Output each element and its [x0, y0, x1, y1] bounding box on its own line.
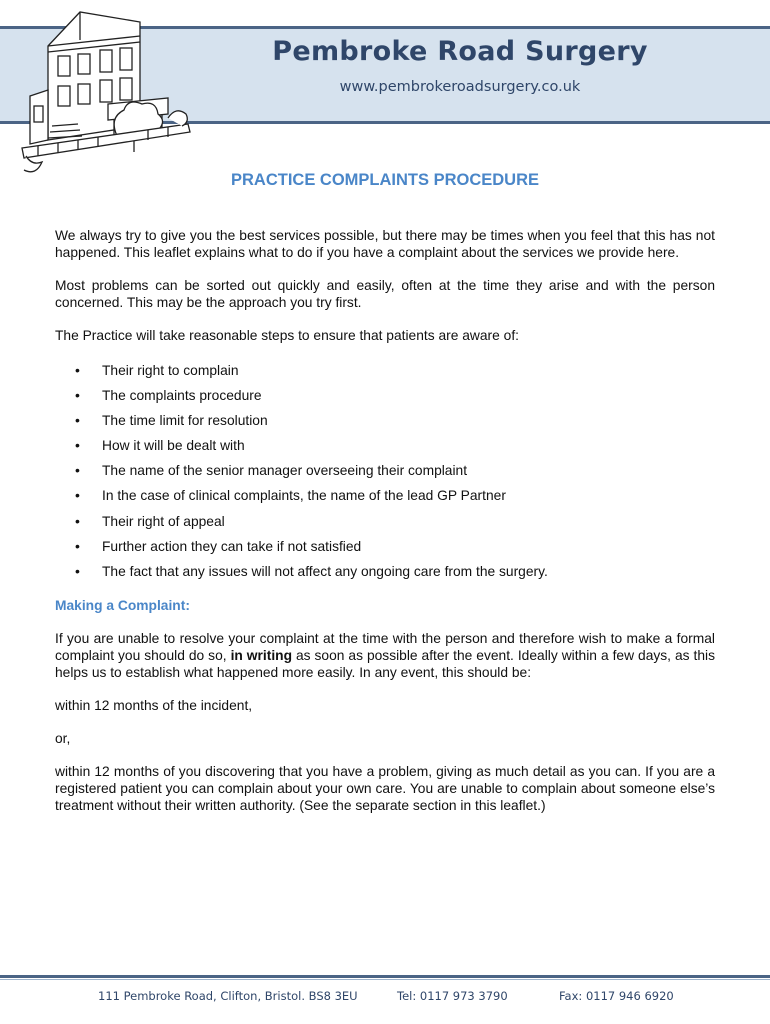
page-title: PRACTICE COMPLAINTS PROCEDURE [230, 171, 539, 189]
intro-paragraph: The Practice will take reasonable steps to ensure that patients are aware of: [55, 328, 519, 343]
intro-paragraph: We always try to give you the best services possible, but there may be times when you feel that this has not happened. This leaflet explains what to do if you have a complaint about the services we provide here. [55, 228, 715, 260]
building-sketch-icon [18, 6, 198, 178]
time-limit-line: within 12 months of the incident, [55, 697, 253, 713]
awareness-list [55, 362, 715, 588]
list-item: • Their right to complain [55, 362, 715, 387]
complaint-paragraph [55, 630, 715, 681]
complaint-text: as soon as possible after the event. Ideally within a few days, as this helps us to establish what happened more easily. In any event, this should be: [55, 647, 715, 680]
or-line: or, [55, 730, 71, 746]
footer-address: 111 Pembroke Road, Clifton, Bristol. BS8 3EU [98, 989, 358, 1003]
section-heading: Making a Complaint: [55, 597, 190, 613]
complaint-paragraph: within 12 months of you discovering that you have a problem, giving as much detail as you can. If you are a registered patient you can complain about your own care. You are unable to complain about someone else’s treatment without their written authority. (See the separate section in this leaflet.) [55, 763, 715, 813]
list-item: • The complaints procedure [55, 387, 715, 412]
list-item: • In the case of clinical complaints, the name of the lead GP Partner [55, 487, 715, 512]
complaint-text: If you are unable to resolve your complaint at the time with the person and therefore wish to make a formal complaint you should do so, [55, 630, 715, 663]
footer-divider [0, 975, 770, 978]
footer-telephone: Tel: 0117 973 3790 [397, 989, 508, 1003]
document-body [55, 227, 715, 814]
site-title: Pembroke Road Surgery [272, 36, 648, 67]
intro-paragraph: Most problems can be sorted out quickly and easily, often at the time they arise and with the person concerned. This may be the approach you try first. [55, 278, 715, 310]
list-item: • The name of the senior manager overseeing their complaint [55, 462, 715, 487]
site-url[interactable]: www.pembrokeroadsurgery.co.uk [339, 79, 581, 95]
list-item: • Their right of appeal [55, 513, 715, 538]
list-item: • The time limit for resolution [55, 412, 715, 437]
list-item: • Further action they can take if not satisfied [55, 538, 715, 563]
list-item: • The fact that any issues will not affect any ongoing care from the surgery. [55, 563, 715, 588]
footer-divider-thin [0, 979, 770, 980]
footer-fax: Fax: 0117 946 6920 [559, 989, 674, 1003]
emphasis-in-writing: in writing [230, 647, 293, 663]
list-item: • How it will be dealt with [55, 437, 715, 462]
